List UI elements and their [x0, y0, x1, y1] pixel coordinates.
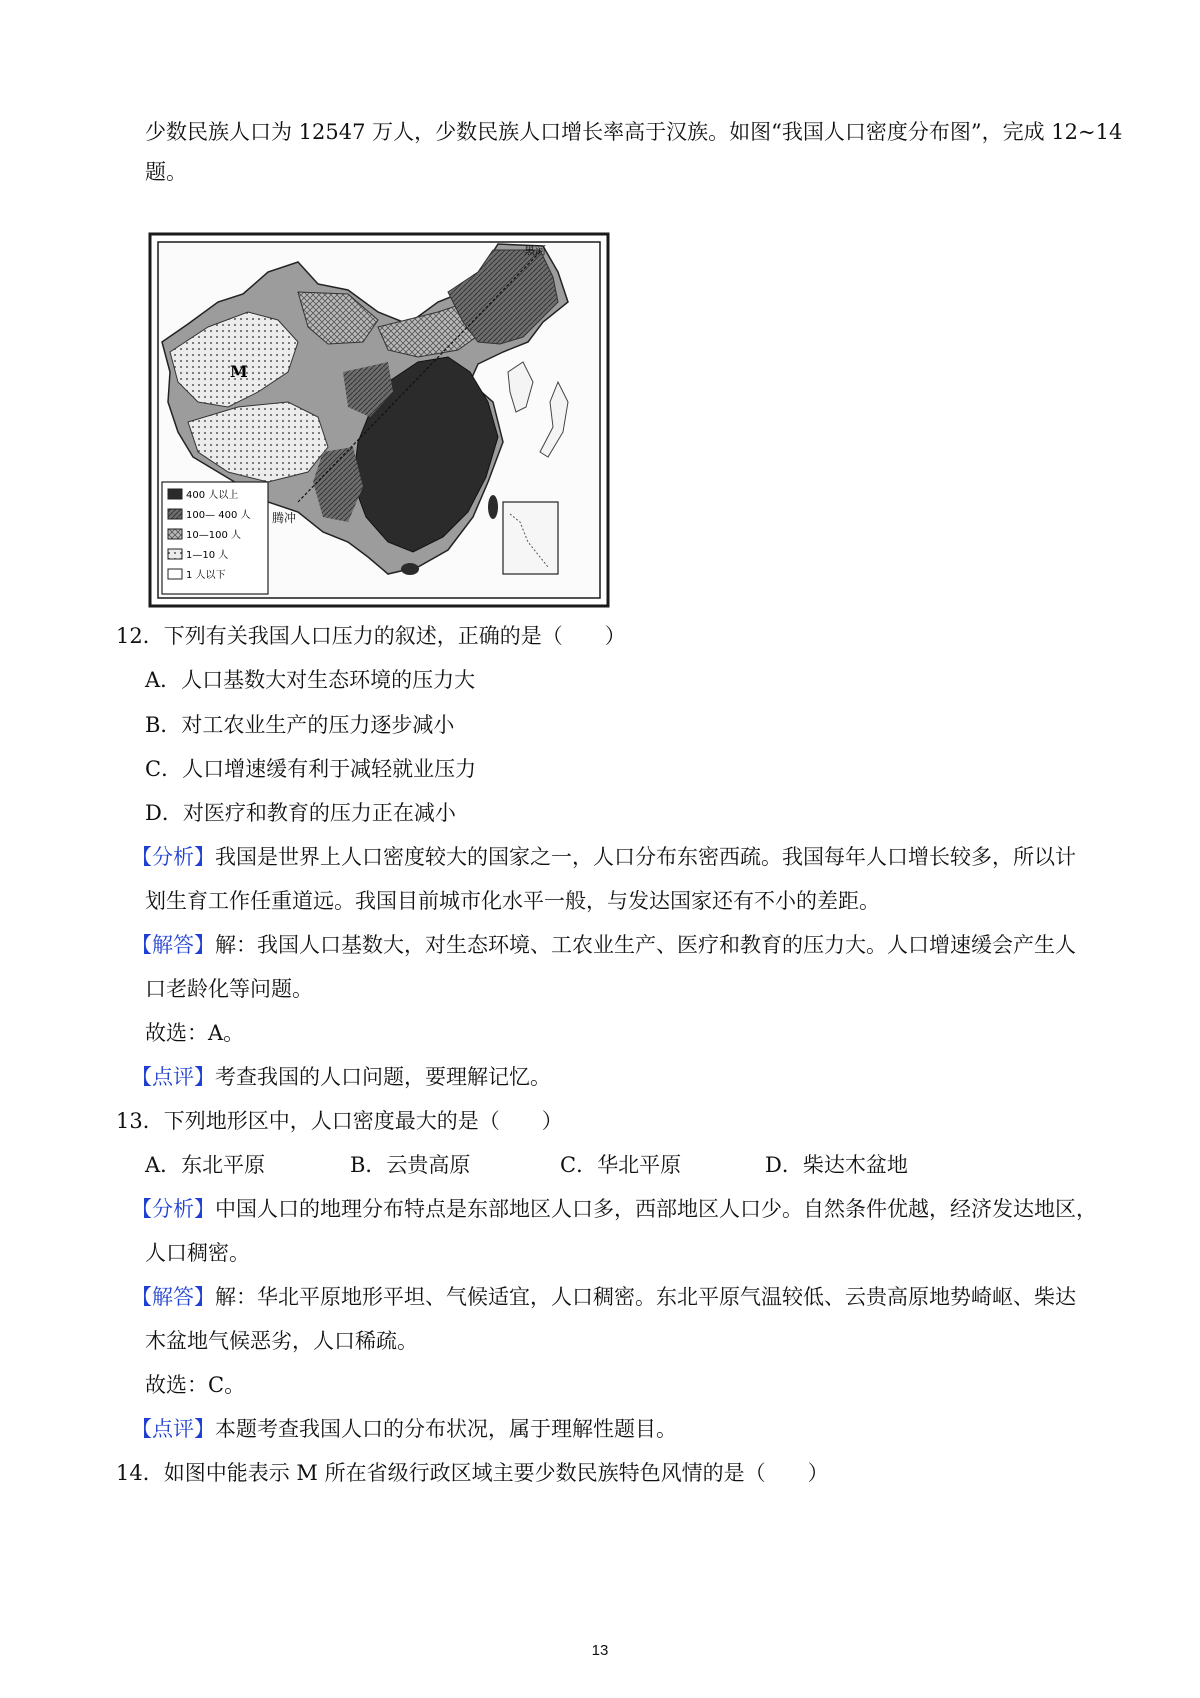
q13-comment [131, 1415, 677, 1443]
legend-item-2: 100— 400 人 [186, 510, 251, 521]
analysis-text: 我国是世界上人口密度较大的国家之一，人口分布东密西疏。我国每年人口增长较多，所以计 [215, 845, 1076, 869]
legend-item-3: 10—100 人 [186, 530, 241, 541]
q12-analysis-line-2: 划生育工作任重道远。我国目前城市化水平一般，与发达国家还有不小的差距。 [145, 889, 880, 913]
analysis-tag: 【分析】 [131, 1197, 215, 1221]
comment-text: 考查我国的人口问题，要理解记忆。 [215, 1065, 551, 1089]
q13-option-c: C．华北平原 [560, 1153, 682, 1177]
q13-answer-line-1 [131, 1283, 1076, 1311]
answer-text: 解：我国人口基数大，对生态环境、工农业生产、医疗和教育的压力大。人口增速缓会产生人 [215, 933, 1076, 957]
q13-answer-line-2: 木盆地气候恶劣，人口稀疏。 [145, 1329, 418, 1353]
map-image [148, 232, 610, 608]
intro-line-1: 少数民族人口为 12547 万人，少数民族人口增长率高于汉族。如图“我国人口密度分布图”，完成 12~14 [145, 120, 1123, 144]
q12-stem: 12．下列有关我国人口压力的叙述，正确的是（ ） [116, 624, 626, 648]
q13-stem: 13．下列地形区中，人口密度最大的是（ ） [116, 1109, 563, 1133]
south-china-sea-inset [503, 502, 558, 574]
comment-tag: 【点评】 [131, 1417, 215, 1441]
analysis-tag: 【分析】 [131, 845, 215, 869]
q12-comment [131, 1063, 551, 1091]
map-label-tengchong: 腾冲 [272, 511, 297, 525]
intro-line-2: 题。 [145, 160, 187, 184]
map-label-heihe: 黑河 [524, 244, 546, 257]
comment-tag: 【点评】 [131, 1065, 215, 1089]
q12-analysis-line-1 [131, 843, 1076, 871]
legend-item-5: 1 人以下 [186, 570, 226, 581]
map-label-m: M [230, 362, 248, 381]
legend-item-4: 1—10 人 [186, 550, 229, 561]
q12-option-c: C．人口增速缓有利于减轻就业压力 [145, 757, 477, 781]
q13-analysis-line-1 [131, 1195, 1097, 1223]
q14-stem: 14．如图中能表示 M 所在省级行政区域主要少数民族特色风情的是（ ） [116, 1461, 829, 1485]
q13-option-a: A．东北平原 [145, 1153, 266, 1177]
comment-text: 本题考查我国人口的分布状况，属于理解性题目。 [215, 1417, 677, 1441]
population-density-map [148, 232, 610, 608]
legend-item-1: 400 人以上 [186, 490, 239, 501]
q12-option-b: B．对工农业生产的压力逐步减小 [145, 713, 455, 737]
answer-tag: 【解答】 [131, 933, 215, 957]
answer-tag: 【解答】 [131, 1285, 215, 1309]
q13-choice: 故选：C。 [145, 1373, 246, 1397]
q12-choice: 故选：A。 [145, 1021, 245, 1045]
q13-option-d: D．柴达木盆地 [765, 1153, 908, 1177]
q12-answer-line-1 [131, 931, 1076, 959]
q13-analysis-line-2: 人口稠密。 [145, 1241, 250, 1265]
q12-answer-line-2: 口老龄化等问题。 [145, 977, 313, 1001]
answer-text: 解：华北平原地形平坦、气候适宜，人口稠密。东北平原气温较低、云贵高原地势崎岖、柴达 [215, 1285, 1076, 1309]
analysis-text: 中国人口的地理分布特点是东部地区人口多，西部地区人口少。自然条件优越，经济发达地区， [215, 1197, 1097, 1221]
page-number: 13 [591, 1642, 609, 1659]
q12-option-d: D．对医疗和教育的压力正在减小 [145, 801, 456, 825]
q13-option-b: B．云贵高原 [350, 1153, 471, 1177]
q12-option-a: A．人口基数大对生态环境的压力大 [145, 668, 476, 692]
